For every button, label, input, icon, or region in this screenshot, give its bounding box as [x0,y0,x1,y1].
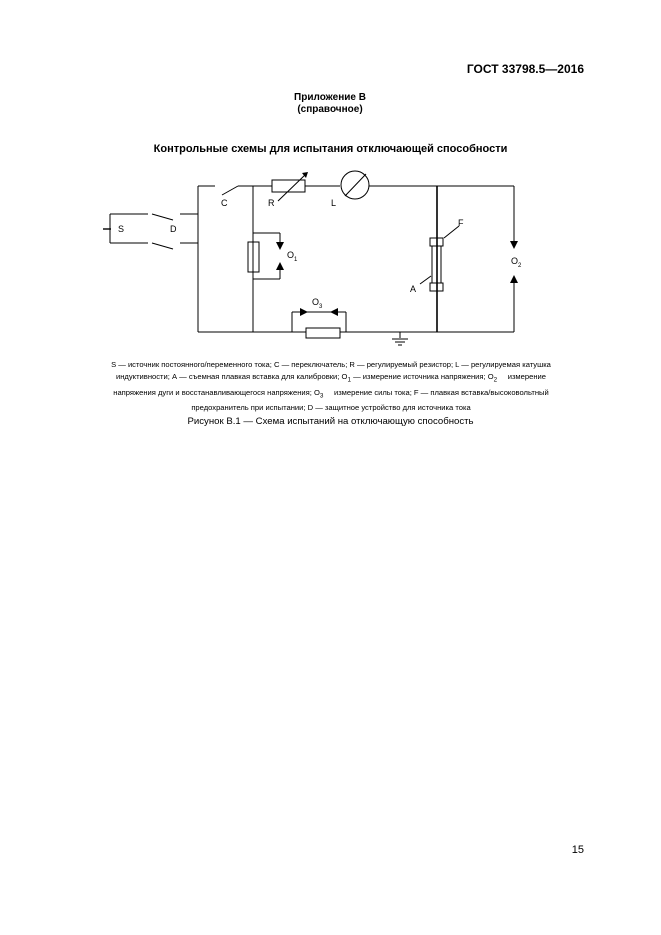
label-o3-sub: 3 [319,304,323,310]
figure-legend [55,359,607,414]
o2-arrow-up [510,275,518,283]
legend-text: напряжения дуги и восстанавливающегося напряжения; O [113,387,320,397]
label-s: S [118,224,125,234]
o1-arrow-down [276,242,284,250]
fuse-a-pointer [420,276,431,284]
label-o1: O [287,250,295,260]
source-box [110,214,148,243]
label-c: C [221,198,228,208]
legend-text: измерение силы тока; F — плавкая вставка/высоковольтный [323,387,549,397]
label-r: R [268,198,275,208]
o3-arrow-right [300,308,308,316]
o3-arrow-left [330,308,338,316]
resistor-r-arrow [278,174,306,201]
legend-text: — измерение источника напряжения; O [350,372,494,381]
switch-c [222,186,238,195]
legend-subscript: 2 [493,376,498,384]
label-a: A [410,284,417,294]
standard-number: ГОСТ 33798.5—2016 [466,62,584,76]
label-o2: O [511,256,519,266]
page-number: 15 [571,844,584,856]
legend-subscript: 1 [347,376,351,384]
section-title: Контрольные схемы для испытания отключающей способности [153,143,508,155]
label-o3: O [312,297,320,307]
annex-subtitle: (справочное) [297,104,363,115]
label-d: D [170,224,177,234]
legend-line-3 [55,387,607,403]
o1-arrow-up [276,262,284,270]
label-o2-sub: 2 [518,263,522,269]
legend-line-2 [55,371,607,387]
label-o1-sub: 1 [294,257,298,263]
legend-line-1: S — источник постоянного/переменного тока; С — переключатель; R — регулируемый резистор; L — регулируемая катушка [111,360,551,369]
legend-line-4: предохранитель при испытании; D — защитное устройство для источника тока [191,403,471,413]
label-l: L [331,198,337,208]
legend-subscript: 3 [319,392,324,400]
o2-arrow-down [510,241,518,249]
fuse-f-pointer [444,226,459,238]
legend-text: индуктивности; А — съемная плавкая вставка для калибровки; O [116,372,348,381]
annex-title: Приложение В [294,92,366,103]
shunt-o3 [306,328,340,338]
figure-caption: Рисунок В.1 — Схема испытаний на отключающую способность [187,416,474,427]
legend-text: измерение [497,372,546,381]
circuit-diagram [0,0,661,360]
label-f: F [458,218,464,228]
